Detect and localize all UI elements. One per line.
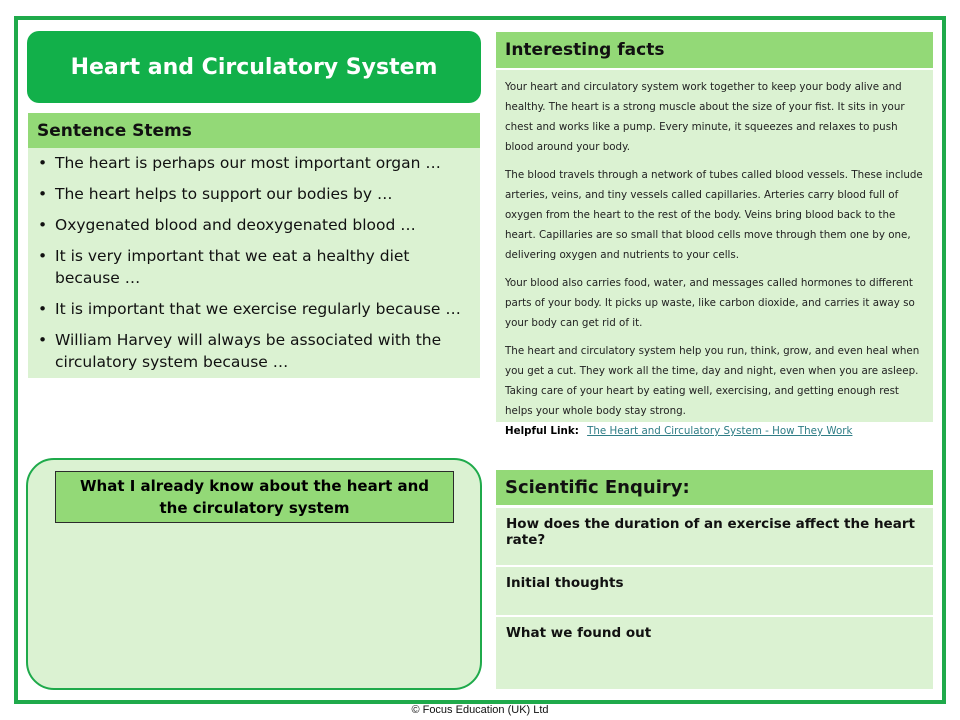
fact-paragraph: The heart and circulatory system help you run, think, grow, and even heal when you get a cut. They work all the time, day and night, even when you are asleep. Taking care of your heart by eating well, exercising, and getting enough rest helps your whole body stay strong.	[505, 345, 920, 417]
helpful-link-line	[505, 423, 925, 439]
list-item: • It is very important that we eat a healthy diet because …	[36, 245, 470, 289]
sentence-stems-heading: Sentence Stems	[28, 113, 480, 148]
initial-thoughts-box[interactable]: Initial thoughts	[496, 567, 933, 615]
prior-knowledge-heading: What I already know about the heart and the circulatory system	[55, 471, 454, 523]
fact-paragraph: Your blood also carries food, water, and messages called hormones to different parts of your body. It picks up waste, like carbon dioxide, and carries it away so your body can get rid of it.	[505, 277, 915, 329]
list-item: • William Harvey will always be associated with the circulatory system because …	[36, 329, 470, 373]
scientific-enquiry-heading: Scientific Enquiry:	[496, 470, 933, 505]
enquiry-question: How does the duration of an exercise affect the heart rate?	[496, 508, 933, 565]
copyright-footer: © Focus Education (UK) Ltd	[411, 704, 549, 716]
interesting-facts-heading: Interesting facts	[496, 32, 933, 68]
fact-paragraph: The blood travels through a network of tubes called blood vessels. These include arteries, veins, and tiny vessels called capillaries. Arteries carry blood full of oxygen from the heart to the rest of the body. Veins bring blood back to the heart. Capillaries are so small that blood cells move through them one by one, delivering oxygen and nutrients to your cells.	[505, 169, 923, 261]
sentence-stems-panel	[28, 148, 480, 378]
list-item: • The heart is perhaps our most important organ …	[36, 152, 470, 174]
interesting-facts-panel	[496, 70, 933, 437]
list-item: • The heart helps to support our bodies by …	[36, 183, 470, 205]
list-item: • It is important that we exercise regularly because …	[36, 298, 470, 320]
helpful-link-label: Helpful Link:	[505, 425, 579, 437]
page-title: Heart and Circulatory System	[27, 31, 481, 103]
fact-paragraph: Your heart and circulatory system work together to keep your body alive and healthy. The heart is a strong muscle about the size of your fist. It sits in your chest and works like a pump. Every minute, it squeezes and relaxes to push blood around your body.	[505, 81, 905, 153]
sentence-stems-list	[36, 152, 470, 373]
helpful-link[interactable]: The Heart and Circulatory System - How They Work	[587, 425, 853, 437]
list-item: • Oxygenated blood and deoxygenated blood …	[36, 214, 470, 236]
what-we-found-out-box[interactable]: What we found out	[496, 617, 933, 689]
